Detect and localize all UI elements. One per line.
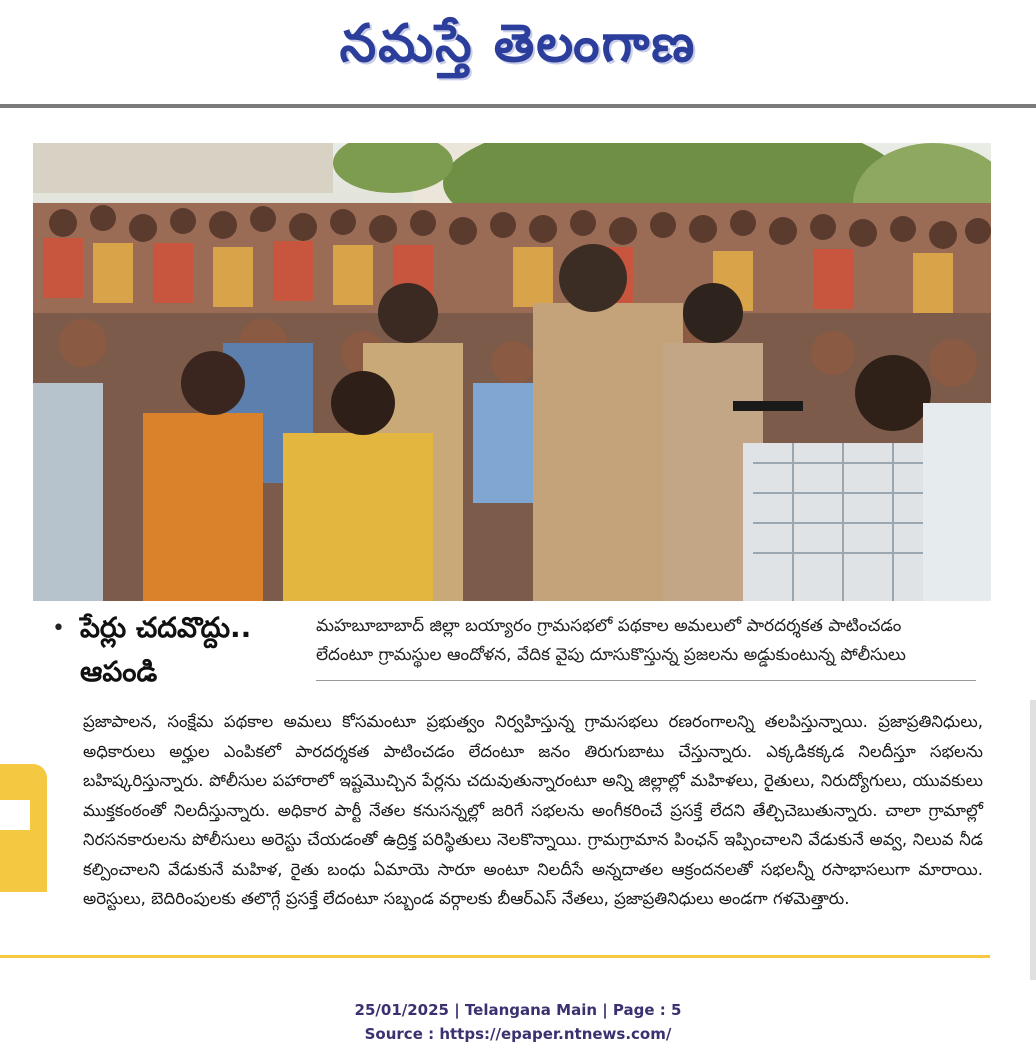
headline-line-1: పేర్లు చదవొద్దు.. [80, 611, 252, 644]
page-footer [0, 998, 1036, 1046]
newspaper-logo: నమస్తే తెలంగాణ [339, 13, 697, 74]
footer-source: Source : https://epaper.ntnews.com/ [364, 1025, 672, 1043]
footer-date-page: 25/01/2025 | Telangana Main | Page : 5 [354, 1001, 682, 1019]
headline-line-2: ఆపండి [80, 655, 158, 688]
article-body [83, 707, 983, 914]
photo-caption [316, 612, 976, 670]
article-paragraph: ప్రజాపాలన, సంక్షేమ పథకాల అమలు కోసమంటూ ప్రభుత్వం నిర్వహిస్తున్న గ్రామసభలు రణరంగాలన్ని తలపిస్తున్నాయి. ప్రజాప్రతినిధులు, అధికారులు అర్హుల ఎంపికలో పారదర్శకత పాటించడం లేదంటూ జనం తిరుగుబాటు చేస్తున్నారు. ఎక్కడికక్కడ నిలదీస్తూ సభలను బహిష్కరిస్తున్నారు. పోలీసుల పహారాలో ఇష్టమొచ్చిన పేర్లను చదువుతున్నారంటూ అన్ని జిల్లాల్లో మహిళలు, రైతులు, నిరుద్యోగులు, యువకులు ముక్తకంఠంతో నిలదీస్తున్నారు. అధికార పార్టీ నేతల కనుసన్నల్లో జరిగే సభలను అంగీకరించే ప్రసక్తే లేదని తేల్చిచెబుతున్నారు. చాలా గ్రామాల్లో నిరసనకారులను పోలీసులు అరెస్టు చేయడంతో ఉద్రిక్త పరిస్థితులు నెలకొన్నాయి. గ్రామగ్రామాన పింఛన్ ఇప్పించాలని వేడుకునే అవ్వ, నిలువ నీడ కల్పించాలని వేడుకునే మహిళ, రైతు బంధు ఏమాయె సారూ అంటూ నిలదీసే అన్నదాతల ఆక్రందనలతో సభలన్నీ రసాభాసలుగా మారాయి. అరెస్టులు, బెదిరింపులకు తలొగ్గే ప్రసక్తే లేదంటూ సబ్బండ వర్గాలకు బీఆర్ఎస్ నేతలు, ప్రజాప్రతినిధులు అండగా గళమెత్తారు. [83, 712, 983, 908]
caption-line-1: మహబూబాబాద్ జిల్లా బయ్యారం గ్రామసభలో పథకాల అమలులో పారదర్శకత పాటించడం [316, 616, 902, 636]
headline [80, 606, 300, 694]
news-photo [33, 143, 991, 601]
article-bottom-rule [0, 955, 990, 958]
headline-bullet-icon: • [52, 616, 65, 641]
section-marker-cutout [0, 800, 30, 830]
caption-line-2: లేదంటూ గ్రామస్థుల ఆందోళన, వేదిక వైపు దూసుకొస్తున్న ప్రజలను అడ్డుకుంటున్న పోలీసులు [316, 645, 906, 665]
caption-divider [316, 680, 976, 681]
page-edge-bar [1030, 700, 1036, 980]
masthead-divider [0, 104, 1036, 108]
crowd-photo-icon [33, 143, 991, 601]
masthead [0, 0, 1036, 100]
